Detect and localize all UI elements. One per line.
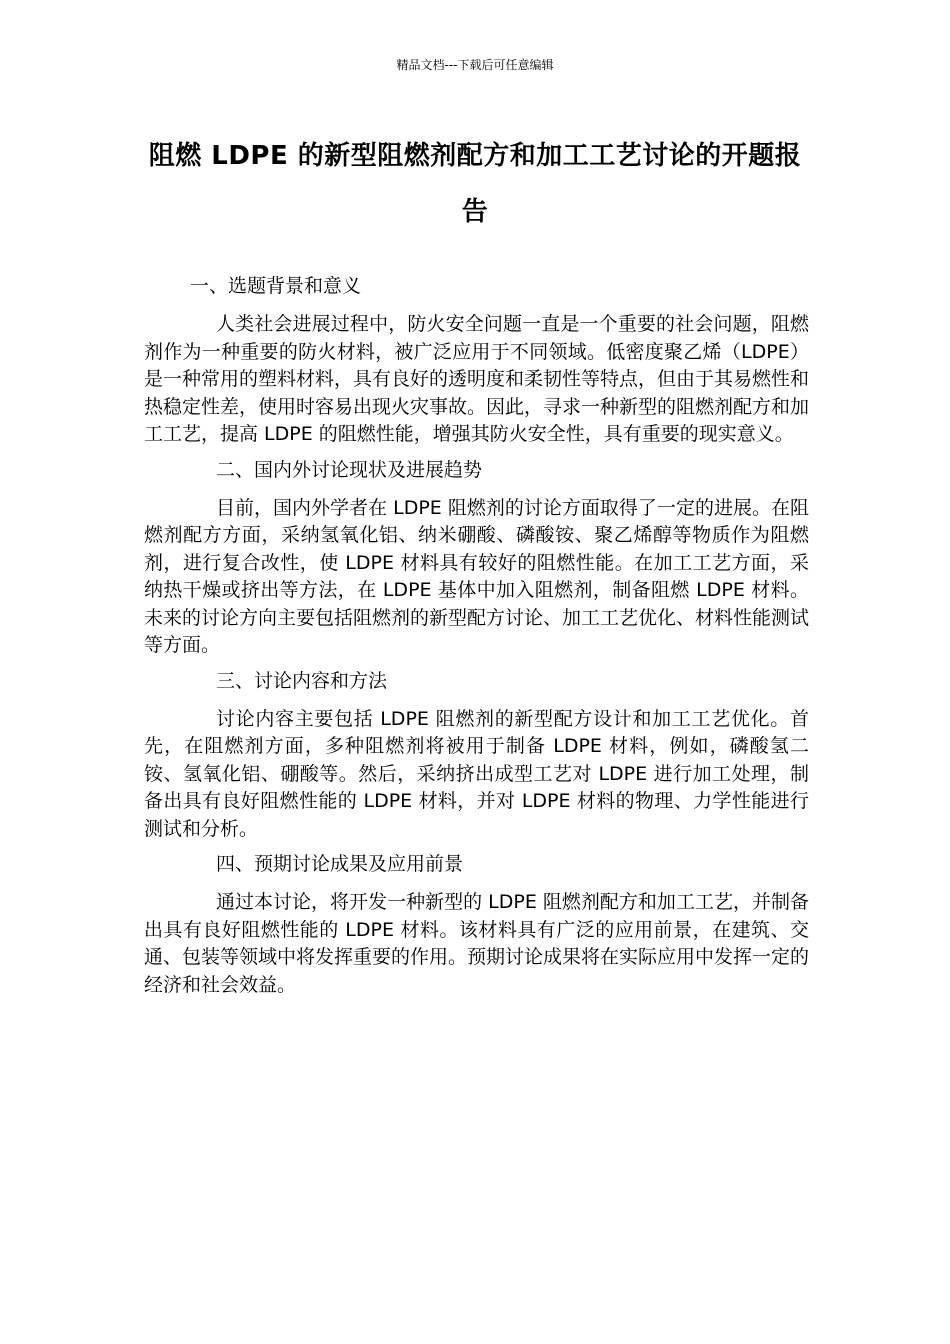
document-title: 阻燃 LDPE 的新型阻燃剂配方和加工工艺讨论的开题报告 bbox=[148, 141, 802, 227]
section-heading-4: 四、预期讨论成果及应用前景 bbox=[216, 853, 464, 875]
section-paragraph-2: 目前，国内外学者在 LDPE 阻燃剂的讨论方面取得了一定的进展。在阻燃剂配方方面，采纳氢氧化铝、纳米硼酸、磷酸铵、聚乙烯醇等物质作为阻燃剂，进行复合改性，使 LDPE 材料具有较好的阻燃性能。在加工工艺方面，采纳热干燥或挤出等方法，在 LDPE 基体中加入阻燃剂，制备阻燃 LDPE 材料。未来的讨论方向主要包括阻燃剂的新型配方讨论、加工工艺优化、材料性能测试等方面。 bbox=[144, 496, 810, 656]
section-heading-3: 三、讨论内容和方法 bbox=[216, 669, 388, 692]
section-paragraph-3: 讨论内容主要包括 LDPE 阻燃剂的新型配方设计和加工工艺优化。首先，在阻燃剂方面，多种阻燃剂将被用于制备 LDPE 材料，例如，磷酸氢二铵、氢氧化铝、硼酸等。然后，采纳挤出成型工艺对 LDPE 进行加工处理，制备出具有良好阻燃性能的 LDPE 材料，并对 LDPE 材料的物理、力学性能进行测试和分析。 bbox=[144, 707, 809, 840]
section-heading-1: 一、选题背景和意义 bbox=[190, 275, 362, 297]
document-body bbox=[144, 271, 809, 999]
header-note: 精品文档---下载后可任意编辑 bbox=[396, 58, 554, 72]
section-heading-2: 二、国内外讨论现状及进展趋势 bbox=[216, 458, 483, 481]
section-paragraph-4: 通过本讨论，将开发一种新型的 LDPE 阻燃剂配方和加工工艺，并制备出具有良好阻燃性能的 LDPE 材料。该材料具有广泛的应用前景，在建筑、交通、包装等领域中将发挥重要的作用。预期讨论成果将在实际应用中发挥一定的经济和社会效益。 bbox=[144, 891, 810, 996]
section-paragraph-1: 人类社会进展过程中，防火安全问题一直是一个重要的社会问题，阻燃剂作为一种重要的防火材料，被广泛应用于不同领域。低密度聚乙烯（LDPE）是一种常用的塑料材料，具有良好的透明度和柔韧性等特点，但由于其易燃性和热稳定性差，使用时容易出现火灾事故。因此，寻求一种新型的阻燃剂配方和加工工艺，提高 LDPE 的阻燃性能，增强其防火安全性，具有重要的现实意义。 bbox=[144, 313, 810, 445]
